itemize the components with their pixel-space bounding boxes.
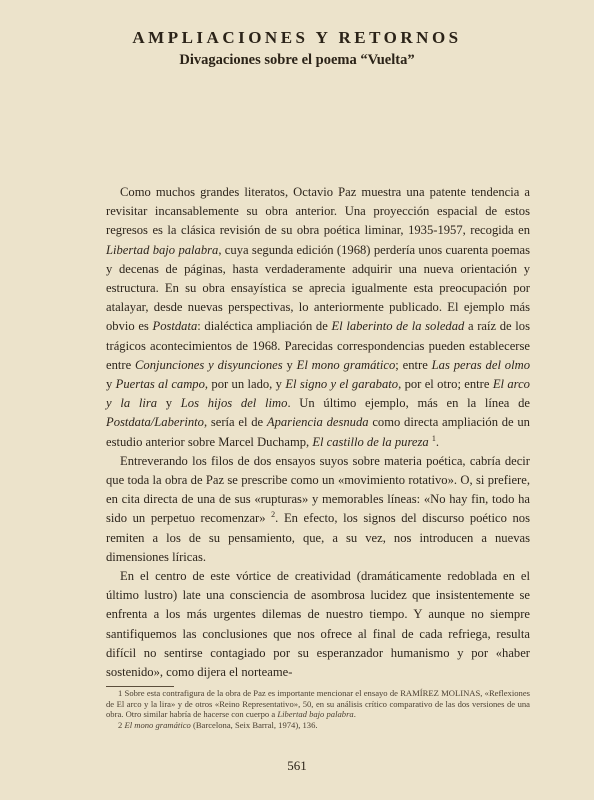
text-run: y [282, 357, 297, 372]
footnotes [106, 688, 530, 730]
text-run: 2 [118, 719, 125, 730]
text-run: . [353, 709, 356, 720]
italic-title: El arco y la lira [106, 377, 530, 411]
body-paragraph [106, 567, 530, 682]
italic-title: Libertad bajo palabra [106, 242, 219, 257]
article-body [106, 183, 530, 682]
italic-title: Los hijos del limo [180, 396, 288, 411]
italic-title: Postdata [152, 319, 198, 334]
text-run: : dialéctica ampliación de [197, 319, 332, 334]
article-subtitle: Divagaciones sobre el poema “Vuelta” [179, 52, 415, 68]
text-run: . [435, 434, 440, 449]
footnote [106, 688, 530, 720]
text-run: , cuya segunda edición (1968) perdería unos cuarenta poemas y decenas de páginas, hasta verdaderamente adquirir una nueva orientación y estructura. En su obra ensayística se aprecia igualmente esta preocupación por atalayar, desde nuevas perspectivas, lo anteriormente publicado. El ejemplo más obvio es [106, 242, 530, 334]
text-run: a raíz de los trágicos acontecimientos de 1968. Parecidas correspondencias pueden establecerse entre [106, 319, 530, 372]
italic-title: Apariencia desnuda [266, 415, 369, 430]
text-run: (Barcelona, Seix Barral, 1974), 136. [190, 719, 318, 730]
text-run: Entreverando los filos de dos ensayos suyos sobre materia poética, cabría decir que toda la obra de Paz se prescribe como un «movimiento rotativo». O, si prefiere, en cita directa de una de sus «rupturas» y memorables líneas: «No hay fin, todo ha sido un perpetuo recomenzar» [106, 453, 530, 526]
text-run: , por un lado, y [204, 377, 286, 392]
article-title: AMPLIACIONES Y RETORNOS [132, 28, 462, 47]
text-run: Como muchos grandes literatos, Octavio Paz muestra una patente tendencia a revisitar incansablemente su obra anterior. Una proyección espacial de estos regresos es la clásica revisión de su obra poética liminar, 1935-1957, recogida en [106, 185, 530, 238]
footnote-divider [106, 686, 174, 687]
text-run: , por el otro; entre [398, 377, 493, 392]
body-paragraph [106, 183, 530, 452]
italic-title: Conjunciones y disyunciones [135, 357, 283, 372]
text-run: 1 Sobre esta contrafigura de la obra de Paz es importante mencionar el ensayo de RAMÍREZ MOLINAS, «Reflexiones de El arco y la lira» y de otros «Reino Representativo», 50, en su análisis crítico comparativo de las dos versiones de una obra. Otro similar habría de hacerse con cuerpo a [106, 688, 530, 720]
text-run: En el centro de este vórtice de creatividad (dramáticamente redoblada en el último lustro) late una consciencia de asombrosa lucidez que insistentemente se enfrenta a los más urgentes dilemas de nuestro tiempo. Y aunque no siempre santifiquemos las conclusiones que nos ofrece al final de cada refriega, resulta difícil no sentirse contagiado por su esperanzador humanismo y por «haber sostenido», como dijera el norteame- [106, 569, 530, 680]
page-number: 561 [287, 758, 307, 773]
italic-title: Puertas al campo [115, 377, 205, 392]
footnote-ref: 2 [271, 510, 276, 520]
italic-title: El castillo de la pureza [312, 434, 429, 449]
italic-title: El signo y el garabato [285, 377, 399, 392]
italic-title: El mono gramático [296, 357, 396, 372]
text-run: y [157, 396, 181, 411]
italic-title: Postdata/Laberinto [106, 415, 204, 430]
italic-title: El mono gramático [124, 719, 191, 730]
italic-title: Las peras del olmo [431, 357, 530, 372]
body-paragraph [106, 452, 530, 567]
text-run: , sería el de [203, 415, 267, 430]
italic-title: Libertad bajo palabra [277, 709, 354, 720]
text-run: ; entre [395, 357, 432, 372]
footnote-ref: 1 [431, 433, 436, 443]
text-run: y [106, 377, 116, 392]
text-run: . En efecto, los signos del discurso poético nos remiten a los de su pensamiento, que, a su vez, nos introducen a nuevas dimensiones líricas. [106, 511, 531, 564]
footnote [106, 720, 530, 731]
italic-title: El laberinto de la soledad [331, 319, 465, 334]
text-run: . Un último ejemplo, más en la línea de [287, 396, 530, 411]
text-run: como directa ampliación de un estudio anterior sobre Marcel Duchamp, [106, 415, 530, 449]
